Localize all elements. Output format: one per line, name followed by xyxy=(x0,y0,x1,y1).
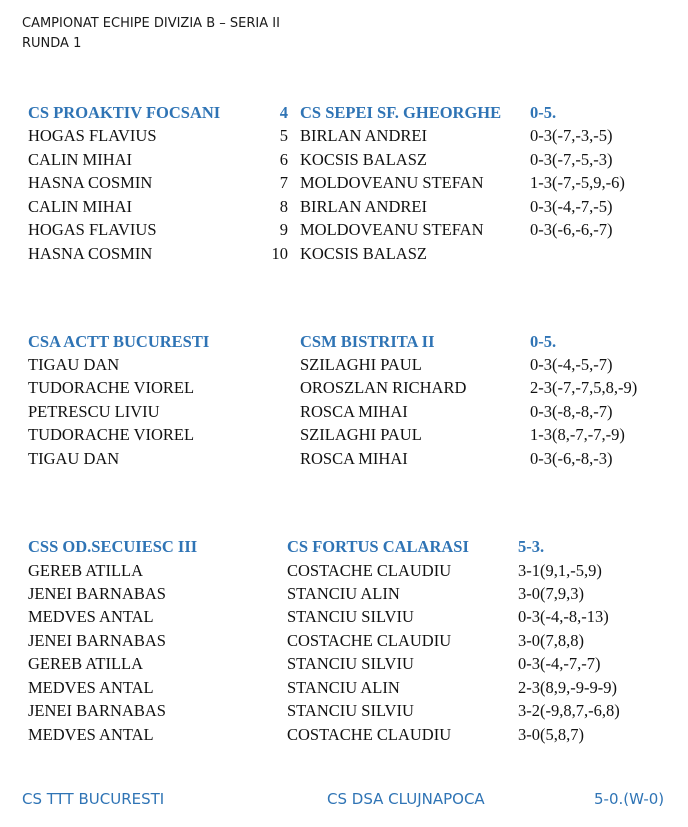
game-number: 4 xyxy=(279,103,288,122)
home-player: TIGAU DAN xyxy=(28,355,120,374)
game-result: 0-3(-4,-5,-7) xyxy=(530,355,613,374)
footer-away-team: CS DSA CLUJNAPOCA xyxy=(327,790,485,808)
game-result: 3-0(5,8,7) xyxy=(518,725,584,744)
game-result: 0-3(-4,-7,-5) xyxy=(530,197,613,216)
home-player: HOGAS FLAVIUS xyxy=(28,220,157,239)
game-result: 0-3(-8,-8,-7) xyxy=(530,402,613,421)
away-player: COSTACHE CLAUDIU xyxy=(287,561,452,580)
away-player: STANCIU ALIN xyxy=(287,584,400,603)
away-player: ROSCA MIHAI xyxy=(300,449,408,468)
game-result: 2-3(8,9,-9-9-9) xyxy=(518,678,617,697)
game-number: 8 xyxy=(279,197,288,216)
home-player: GEREB ATILLA xyxy=(28,654,144,673)
home-player: HASNA COSMIN xyxy=(28,244,153,263)
game-number: 5 xyxy=(279,126,288,145)
away-player: ROSCA MIHAI xyxy=(300,402,408,421)
match-score: 0-5. xyxy=(530,103,557,122)
away-player: OROSZLAN RICHARD xyxy=(300,378,467,397)
away-player: KOCSIS BALASZ xyxy=(300,150,427,169)
home-player: HASNA COSMIN xyxy=(28,173,153,192)
game-number: 9 xyxy=(279,220,288,239)
home-player: JENEI BARNABAS xyxy=(28,584,166,603)
home-player: TIGAU DAN xyxy=(28,449,120,468)
home-player: MEDVES ANTAL xyxy=(28,607,154,626)
game-result: 3-0(7,9,3) xyxy=(518,584,584,603)
away-player: STANCIU SILVIU xyxy=(287,701,414,720)
home-team: CSA ACTT BUCURESTI xyxy=(28,332,210,351)
match-score: 5-3. xyxy=(518,537,545,556)
game-number: 7 xyxy=(279,173,288,192)
home-team: CS PROAKTIV FOCSANI xyxy=(28,103,221,122)
home-player: HOGAS FLAVIUS xyxy=(28,126,157,145)
home-player: JENEI BARNABAS xyxy=(28,701,166,720)
round-label: RUNDA 1 xyxy=(22,36,82,51)
game-result: 2-3(-7,-7,5,8,-9) xyxy=(530,378,638,397)
page-title: CAMPIONAT ECHIPE DIVIZIA B – SERIA II xyxy=(22,16,280,31)
game-result: 0-3(-4,-8,-13) xyxy=(518,607,609,626)
game-result: 0-3(-6,-6,-7) xyxy=(530,220,613,239)
away-player: SZILAGHI PAUL xyxy=(300,425,422,444)
away-player: BIRLAN ANDREI xyxy=(300,197,427,216)
home-player: GEREB ATILLA xyxy=(28,561,144,580)
game-result: 3-0(7,8,8) xyxy=(518,631,584,650)
home-player: TUDORACHE VIOREL xyxy=(28,425,195,444)
home-player: MEDVES ANTAL xyxy=(28,678,154,697)
game-result: 1-3(-7,-5,9,-6) xyxy=(530,173,625,192)
game-result: 3-2(-9,8,7,-6,8) xyxy=(518,701,620,720)
away-team: CS SEPEI SF. GHEORGHE xyxy=(300,103,502,122)
away-player: COSTACHE CLAUDIU xyxy=(287,725,452,744)
away-player: MOLDOVEANU STEFAN xyxy=(300,173,484,192)
home-player: CALIN MIHAI xyxy=(28,150,133,169)
game-number: 6 xyxy=(279,150,288,169)
away-player: SZILAGHI PAUL xyxy=(300,355,422,374)
away-player: STANCIU SILVIU xyxy=(287,654,414,673)
game-number: 10 xyxy=(271,244,288,263)
away-team: CS FORTUS CALARASI xyxy=(287,537,469,556)
away-player: KOCSIS BALASZ xyxy=(300,244,427,263)
home-player: TUDORACHE VIOREL xyxy=(28,378,195,397)
away-player: BIRLAN ANDREI xyxy=(300,126,427,145)
home-team: CSS OD.SECUIESC III xyxy=(28,537,198,556)
home-player: JENEI BARNABAS xyxy=(28,631,166,650)
home-player: CALIN MIHAI xyxy=(28,197,133,216)
away-player: MOLDOVEANU STEFAN xyxy=(300,220,484,239)
away-team: CSM BISTRITA II xyxy=(300,332,435,351)
home-player: PETRESCU LIVIU xyxy=(28,402,160,421)
footer-home-team: CS TTT BUCURESTI xyxy=(22,790,165,808)
footer-score: 5-0.(W-0) xyxy=(594,790,665,808)
game-result: 3-1(9,1,-5,9) xyxy=(518,561,602,580)
game-result: 0-3(-6,-8,-3) xyxy=(530,449,613,468)
game-result: 1-3(8,-7,-7,-9) xyxy=(530,425,625,444)
away-player: STANCIU SILVIU xyxy=(287,607,414,626)
game-result: 0-3(-7,-3,-5) xyxy=(530,126,613,145)
away-player: COSTACHE CLAUDIU xyxy=(287,631,452,650)
away-player: STANCIU ALIN xyxy=(287,678,400,697)
match-score: 0-5. xyxy=(530,332,557,351)
game-result: 0-3(-4,-7,-7) xyxy=(518,654,601,673)
game-result: 0-3(-7,-5,-3) xyxy=(530,150,613,169)
home-player: MEDVES ANTAL xyxy=(28,725,154,744)
